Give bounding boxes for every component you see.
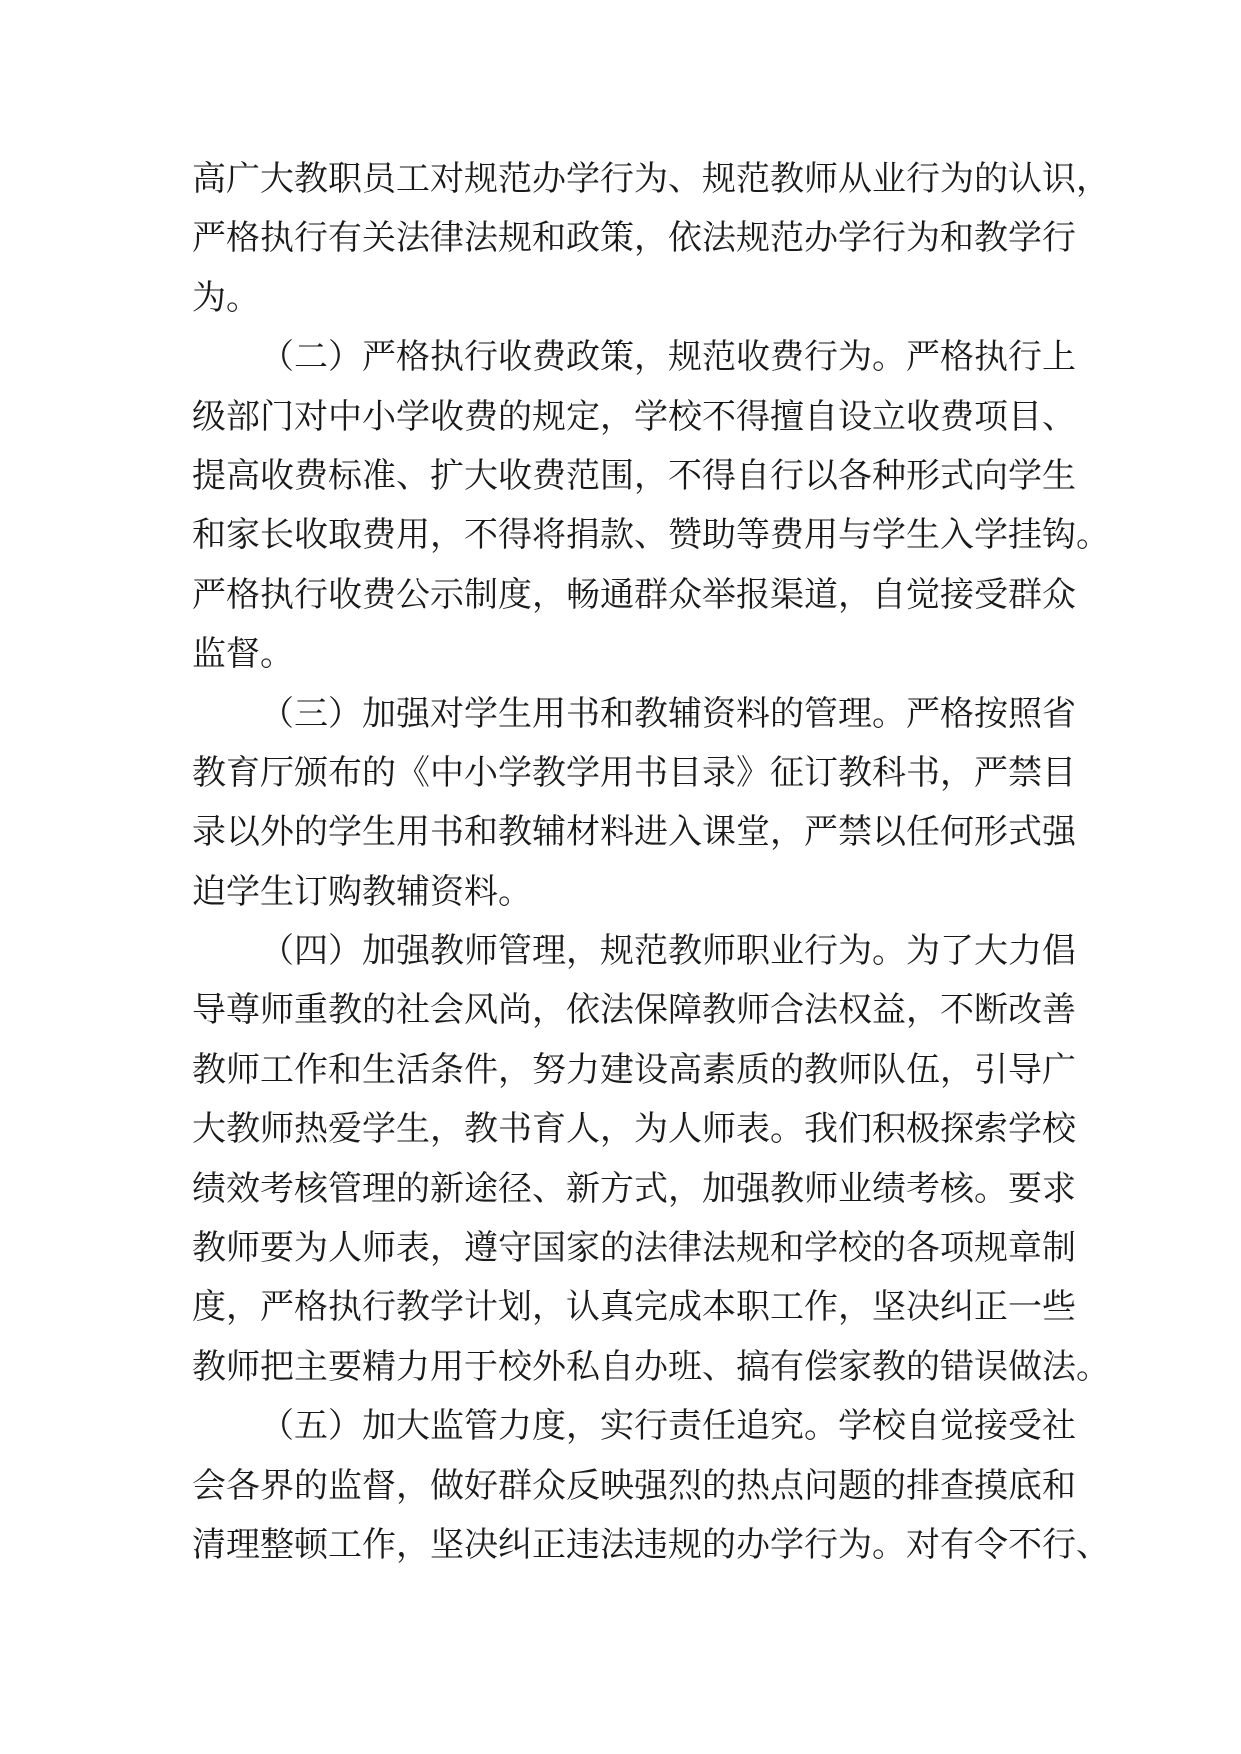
text-line: 提高收费标准、扩大收费范围，不得自行以各种形式向学生: [192, 455, 1076, 496]
text-line: 和家长收取费用，不得将捐款、赞助等费用与学生入学挂钩。: [192, 515, 1110, 556]
text-line: 监督。: [192, 634, 294, 675]
text-line: 清理整顿工作，坚决纠正违法违规的办学行为。对有令不行、: [192, 1524, 1110, 1565]
text-line: 严格执行收费公示制度，畅通群众举报渠道，自觉接受群众: [192, 574, 1076, 615]
text-line: 级部门对中小学收费的规定，学校不得擅自设立收费项目、: [192, 396, 1076, 437]
text-line: 教师把主要精力用于校外私自办班、搞有偿家教的错误做法。: [192, 1346, 1110, 1387]
paragraph-heading-4: （四）加强教师管理，规范教师职业行为。为了大力倡: [260, 931, 1076, 972]
paragraph-heading-3: （三）加强对学生用书和教辅资料的管理。严格按照省: [260, 693, 1076, 734]
text-line: 为。: [192, 277, 260, 318]
text-line: 高广大教职员工对规范办学行为、规范教师从业行为的认识，: [192, 159, 1110, 199]
text-line: 教师要为人师表，遵守国家的法律法规和学校的各项规章制: [192, 1228, 1076, 1269]
text-line: 绩效考核管理的新途径、新方式，加强教师业绩考核。要求: [192, 1168, 1076, 1209]
text-line: 迫学生订购教辅资料。: [192, 871, 532, 912]
text-line: 教育厅颁布的《中小学教学用书目录》征订教科书，严禁目: [192, 752, 1076, 793]
text-line: 导尊师重教的社会风尚，依法保障教师合法权益，不断改善: [192, 990, 1076, 1031]
text-line: 录以外的学生用书和教辅材料进入课堂，严禁以任何形式强: [192, 812, 1076, 853]
text-line: 大教师热爱学生，教书育人，为人师表。我们积极探索学校: [192, 1109, 1076, 1150]
paragraph-heading-2: （二）严格执行收费政策，规范收费行为。严格执行上: [260, 337, 1076, 378]
text-line: 会各界的监督，做好群众反映强烈的热点问题的排查摸底和: [192, 1465, 1076, 1506]
text-line: 度，严格执行教学计划，认真完成本职工作，坚决纠正一些: [192, 1287, 1076, 1328]
paragraph-heading-5: （五）加大监管力度，实行责任追究。学校自觉接受社: [260, 1406, 1076, 1447]
text-line: 教师工作和生活条件，努力建设高素质的教师队伍，引导广: [192, 1049, 1076, 1090]
body-text: [192, 150, 1110, 1575]
text-line: 严格执行有关法律法规和政策，依法规范办学行为和教学行: [192, 218, 1076, 259]
